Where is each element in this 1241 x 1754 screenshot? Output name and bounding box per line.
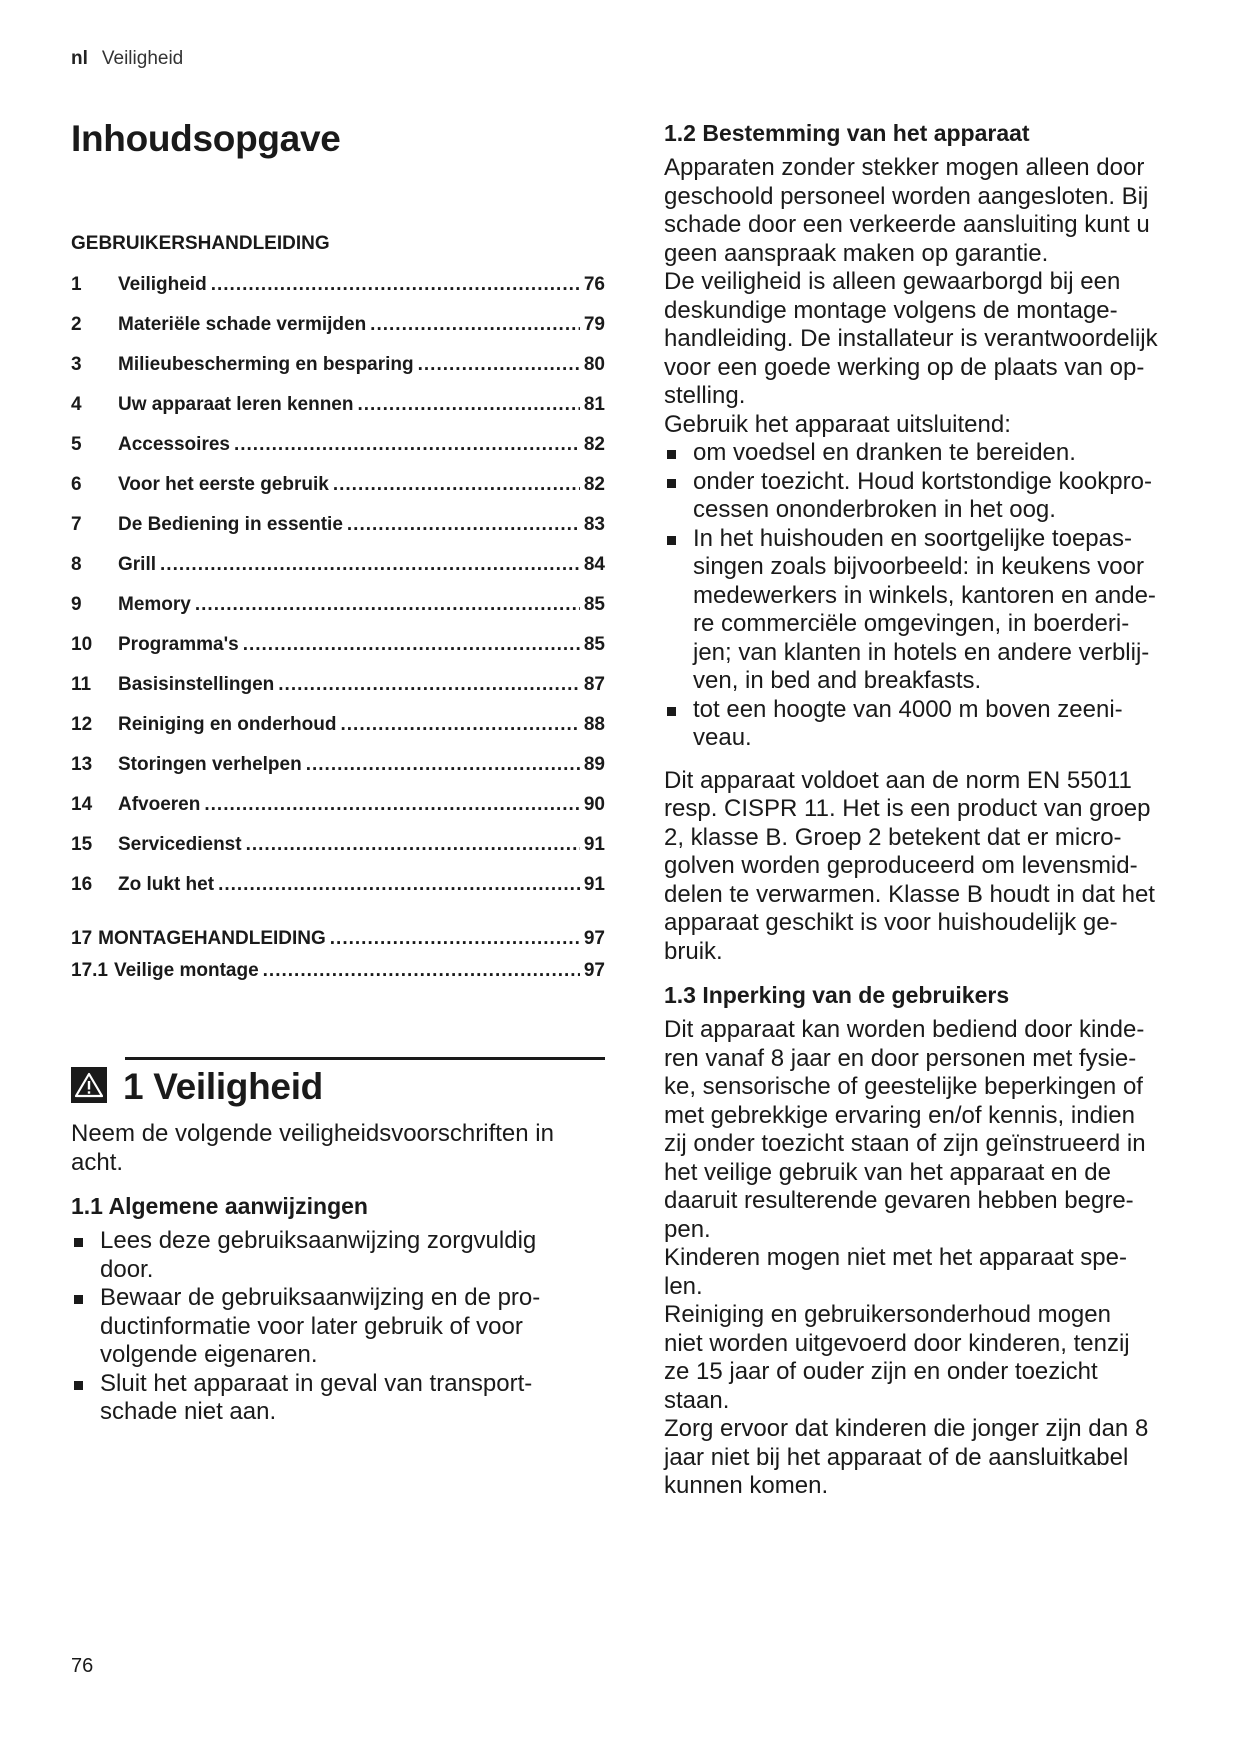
toc-entry-number: 10 bbox=[71, 634, 93, 655]
text-line: ven, in bed and breakfasts. bbox=[693, 667, 982, 694]
toc-dot-leader bbox=[418, 345, 580, 385]
text-line: deskundige montage volgens de montage- bbox=[664, 296, 1118, 324]
toc-entry bbox=[71, 385, 605, 425]
text-line: met gebrekkige ervaring en/of kennis, indien bbox=[664, 1101, 1135, 1129]
section-title: 1 Veiligheid bbox=[123, 1066, 323, 1107]
text-line: kunnen komen. bbox=[664, 1472, 829, 1499]
section-heading bbox=[71, 1066, 605, 1108]
bullet-square-icon bbox=[74, 1381, 83, 1390]
toc-entry bbox=[71, 345, 605, 385]
text-line: pen. bbox=[664, 1215, 711, 1243]
toc-entry bbox=[71, 505, 605, 545]
toc-entry-page: 76 bbox=[583, 274, 605, 295]
text-line: De veiligheid is alleen gewaarborgd bij een bbox=[664, 268, 1121, 295]
text-line: door. bbox=[100, 1255, 154, 1283]
toc-entry-number: 9 bbox=[71, 594, 82, 615]
toc-entry-page: 84 bbox=[583, 554, 605, 575]
bullet-square-icon bbox=[667, 707, 676, 716]
paragraph: Gebruik het apparaat uitsluitend: bbox=[664, 410, 1011, 438]
paragraph bbox=[664, 1016, 1204, 1244]
list-item bbox=[664, 525, 1204, 696]
text-line: cessen ononderbroken in het oog. bbox=[693, 496, 1056, 523]
text-line: Reiniging en gebruikersonderhoud mogen bbox=[664, 1301, 1111, 1328]
subsection-title-1-2: 1.2 Bestemming van het apparaat bbox=[664, 120, 1030, 146]
toc-entry-title: MONTAGEHANDLEIDING bbox=[98, 928, 326, 949]
toc-entry bbox=[71, 745, 605, 785]
toc-entry bbox=[71, 625, 605, 665]
text-line: handleiding. De installateur is verantwoordelijk bbox=[664, 325, 1158, 352]
left-column bbox=[71, 118, 605, 1427]
warning-icon bbox=[71, 1067, 107, 1103]
list-item bbox=[71, 1227, 605, 1284]
toc-dot-leader bbox=[234, 425, 580, 465]
bullet-square-icon bbox=[74, 1295, 83, 1304]
toc-entry-number: 17.1 bbox=[71, 960, 108, 981]
text-line: golven worden geproduceerd om levensmid- bbox=[664, 852, 1138, 879]
text-line: Neem de volgende veiligheidsvoorschriften in bbox=[71, 1120, 554, 1147]
toc-entry-number: 3 bbox=[71, 354, 82, 375]
text-line: om voedsel en dranken te bereiden. bbox=[693, 439, 1076, 466]
text-line: ductinformatie voor later gebruik of voor bbox=[100, 1312, 523, 1340]
toc-dot-leader bbox=[340, 705, 579, 745]
toc-dot-leader bbox=[278, 665, 580, 705]
toc-dot-leader bbox=[333, 465, 580, 505]
text-line: voor een goede werking op de plaats van op- bbox=[664, 353, 1145, 381]
text-line: In het huishouden en soortgelijke toepas- bbox=[693, 524, 1132, 552]
toc-entry-page: 89 bbox=[583, 754, 605, 775]
text-line: Kinderen mogen niet met het apparaat spe- bbox=[664, 1244, 1127, 1271]
toc-dot-leader bbox=[347, 505, 580, 545]
toc-entry bbox=[71, 785, 605, 825]
text-line: daaruit resulterende gevaren hebben begre- bbox=[664, 1187, 1134, 1214]
toc-entry-title: Basisinstellingen bbox=[118, 674, 275, 695]
paragraph bbox=[664, 1301, 1204, 1415]
bullet-square-icon bbox=[667, 450, 676, 459]
toc-entry-number: 12 bbox=[71, 714, 93, 735]
toc-entry-title: Zo lukt het bbox=[118, 874, 215, 895]
toc-entry-title: Afvoeren bbox=[118, 794, 201, 815]
toc-entry-number: 6 bbox=[71, 474, 82, 495]
subsection-title-1-1: 1.1 Algemene aanwijzingen bbox=[71, 1193, 368, 1219]
toc-dot-leader bbox=[204, 785, 580, 825]
toc-entry bbox=[71, 585, 605, 625]
toc-entry-number: 8 bbox=[71, 554, 82, 575]
text-line: 2, klasse B. Groep 2 betekent dat er micro- bbox=[664, 823, 1122, 851]
text-line: stelling. bbox=[664, 382, 746, 409]
right-column bbox=[664, 118, 1204, 1501]
text-line: acht. bbox=[71, 1148, 124, 1176]
toc-entry-title: De Bediening in essentie bbox=[118, 514, 343, 535]
text-line: geschoold personeel worden aangesloten. Bij bbox=[664, 182, 1149, 210]
toc-entry-title: Milieubescherming en besparing bbox=[118, 354, 414, 375]
text-line: Apparaten zonder stekker mogen alleen door bbox=[664, 154, 1145, 181]
header-section: Veiligheid bbox=[101, 48, 184, 69]
toc-entry bbox=[71, 545, 605, 585]
toc-entry bbox=[71, 425, 605, 465]
text-line: Sluit het apparaat in geval van transport- bbox=[100, 1369, 533, 1397]
text-line: schade niet aan. bbox=[100, 1398, 277, 1425]
toc-entry-page: 82 bbox=[583, 434, 605, 455]
text-line: het veilige gebruik van het apparaat en de bbox=[664, 1158, 1111, 1186]
bullet-square-icon bbox=[667, 479, 676, 488]
list-item bbox=[71, 1284, 605, 1370]
text-line: onder toezicht. Houd kortstondige kookpro- bbox=[693, 467, 1152, 495]
text-line: len. bbox=[664, 1272, 703, 1300]
text-line: ke, sensorische of geestelijke beperkingen of bbox=[664, 1073, 1143, 1100]
toc-entry-page: 83 bbox=[583, 514, 605, 535]
toc-list bbox=[71, 265, 605, 905]
text-line: niet worden uitgevoerd door kinderen, tenzij bbox=[664, 1329, 1130, 1357]
toc-entry bbox=[71, 923, 605, 955]
toc-dot-leader bbox=[195, 585, 580, 625]
text-line: singen zoals bijvoorbeeld: in keukens voor bbox=[693, 553, 1144, 580]
toc-dot-leader bbox=[330, 923, 580, 955]
text-line: Zorg ervoor dat kinderen die jonger zijn dan 8 bbox=[664, 1415, 1149, 1442]
text-line: ze 15 jaar of ouder zijn en onder toezicht bbox=[664, 1358, 1098, 1385]
toc-dot-leader bbox=[246, 825, 580, 865]
toc-entry bbox=[71, 305, 605, 345]
safety-intro bbox=[71, 1120, 605, 1177]
toc-entry bbox=[71, 465, 605, 505]
bullet-square-icon bbox=[667, 536, 676, 545]
toc-entry-number: 7 bbox=[71, 514, 82, 535]
bullet-list bbox=[664, 439, 1204, 753]
bullet-list bbox=[71, 1227, 605, 1427]
toc-entry-number: 14 bbox=[71, 794, 93, 815]
list-item bbox=[664, 468, 1204, 525]
toc-entry-title: Memory bbox=[118, 594, 191, 615]
toc-entry bbox=[71, 265, 605, 305]
toc-entry-number: 1 bbox=[71, 274, 82, 295]
toc-entry bbox=[71, 955, 605, 987]
text-line: delen te verwarmen. Klasse B houdt in dat het bbox=[664, 880, 1155, 908]
paragraph bbox=[664, 1244, 1204, 1301]
page-number: 76 bbox=[71, 1655, 94, 1677]
subsection-title-1-3: 1.3 Inperking van de gebruikers bbox=[664, 982, 1010, 1008]
list-item bbox=[71, 1370, 605, 1427]
text-line: schade door een verkeerde aansluiting kunt u bbox=[664, 211, 1150, 238]
text-line: tot een hoogte van 4000 m boven zeeni- bbox=[693, 695, 1123, 723]
toc-entry-page: 85 bbox=[583, 634, 605, 655]
toc-entry-title: Uw apparaat leren kennen bbox=[118, 394, 354, 415]
bullet-square-icon bbox=[74, 1238, 83, 1247]
toc-entry-number: 15 bbox=[71, 834, 93, 855]
list-item bbox=[664, 696, 1204, 753]
toc-entry-number: 17 bbox=[71, 928, 93, 949]
toc-entry-title: Veilige montage bbox=[113, 960, 259, 981]
toc-entry-title: Veiligheid bbox=[118, 274, 207, 295]
paragraph bbox=[664, 268, 1204, 411]
toc-entry bbox=[71, 665, 605, 705]
text-line: veau. bbox=[693, 724, 752, 751]
text-line: geen aanspraak maken op garantie. bbox=[664, 239, 1049, 267]
toc-dot-leader bbox=[211, 265, 580, 305]
toc-dot-leader bbox=[370, 305, 580, 345]
text-line: Lees deze gebruiksaanwijzing zorgvuldig bbox=[100, 1227, 537, 1254]
toc-entry-title: Storingen verhelpen bbox=[118, 754, 302, 775]
toc-entry-number: 13 bbox=[71, 754, 93, 775]
text-line: apparaat geschikt is voor huishoudelijk ge- bbox=[664, 909, 1118, 936]
toc-dot-leader bbox=[306, 745, 580, 785]
toc-entry-title: Servicedienst bbox=[118, 834, 242, 855]
toc-dot-leader bbox=[357, 385, 579, 425]
toc-entry-page: 97 bbox=[583, 928, 605, 949]
toc-entry-title: Voor het eerste gebruik bbox=[118, 474, 329, 495]
toc-entry-page: 80 bbox=[583, 354, 605, 375]
toc-entry-number: 11 bbox=[71, 674, 92, 695]
toc-heading: GEBRUIKERSHANDLEIDING bbox=[71, 233, 330, 254]
toc-entry-title: Accessoires bbox=[118, 434, 230, 455]
paragraph bbox=[664, 767, 1204, 967]
toc-title: Inhoudsopgave bbox=[71, 118, 341, 159]
paragraph bbox=[664, 154, 1204, 268]
toc-entry-page: 79 bbox=[583, 314, 605, 335]
toc-montage-list bbox=[71, 923, 605, 987]
text-line: bruik. bbox=[664, 937, 723, 965]
toc-entry-page: 90 bbox=[583, 794, 605, 815]
text-line: staan. bbox=[664, 1386, 730, 1414]
toc-entry-page: 82 bbox=[583, 474, 605, 495]
toc-dot-leader bbox=[263, 955, 580, 987]
toc-entry-page: 88 bbox=[583, 714, 605, 735]
toc-entry-page: 91 bbox=[583, 874, 605, 895]
toc-entry-number: 5 bbox=[71, 434, 82, 455]
toc-entry bbox=[71, 825, 605, 865]
language-code: nl bbox=[71, 48, 88, 69]
text-line: jen; van klanten in hotels en andere verblij- bbox=[693, 638, 1150, 666]
toc-entry bbox=[71, 705, 605, 745]
toc-entry-page: 97 bbox=[583, 960, 605, 981]
section-rule bbox=[125, 1057, 605, 1060]
text-line: Dit apparaat kan worden bediend door kinde- bbox=[664, 1016, 1145, 1043]
text-line: re commerciële omgevingen, in boerderi- bbox=[693, 610, 1130, 637]
text-line: zij onder toezicht staan of zijn geïnstrueerd in bbox=[664, 1130, 1146, 1157]
toc-entry-title: Grill bbox=[118, 554, 157, 575]
toc-dot-leader bbox=[218, 865, 580, 905]
toc-entry-number: 2 bbox=[71, 314, 82, 335]
text-line: medewerkers in winkels, kantoren en ande- bbox=[693, 581, 1156, 609]
running-header bbox=[71, 48, 183, 70]
paragraph bbox=[664, 1415, 1204, 1501]
toc-entry-number: 16 bbox=[71, 874, 93, 895]
text-line: resp. CISPR 11. Het is een product van groep bbox=[664, 795, 1151, 822]
toc-entry-page: 87 bbox=[583, 674, 605, 695]
toc-entry-page: 91 bbox=[583, 834, 605, 855]
toc-entry-title: Programma's bbox=[118, 634, 239, 655]
text-line: ren vanaf 8 jaar en door personen met fysie- bbox=[664, 1044, 1137, 1072]
toc-entry-title: Reiniging en onderhoud bbox=[118, 714, 337, 735]
text-line: Dit apparaat voldoet aan de norm EN 55011 bbox=[664, 766, 1132, 794]
toc-dot-leader bbox=[160, 545, 580, 585]
toc-entry bbox=[71, 865, 605, 905]
text-line: volgende eigenaren. bbox=[100, 1341, 318, 1368]
toc-entry-page: 85 bbox=[583, 594, 605, 615]
text-line: jaar niet bij het apparaat of de aansluitkabel bbox=[664, 1443, 1129, 1471]
toc-dot-leader bbox=[243, 625, 580, 665]
text-line: Bewaar de gebruiksaanwijzing en de pro- bbox=[100, 1284, 541, 1311]
list-item bbox=[664, 439, 1204, 468]
toc-entry-number: 4 bbox=[71, 394, 82, 415]
toc-entry-title: Materiële schade vermijden bbox=[118, 314, 367, 335]
toc-entry-page: 81 bbox=[583, 394, 605, 415]
